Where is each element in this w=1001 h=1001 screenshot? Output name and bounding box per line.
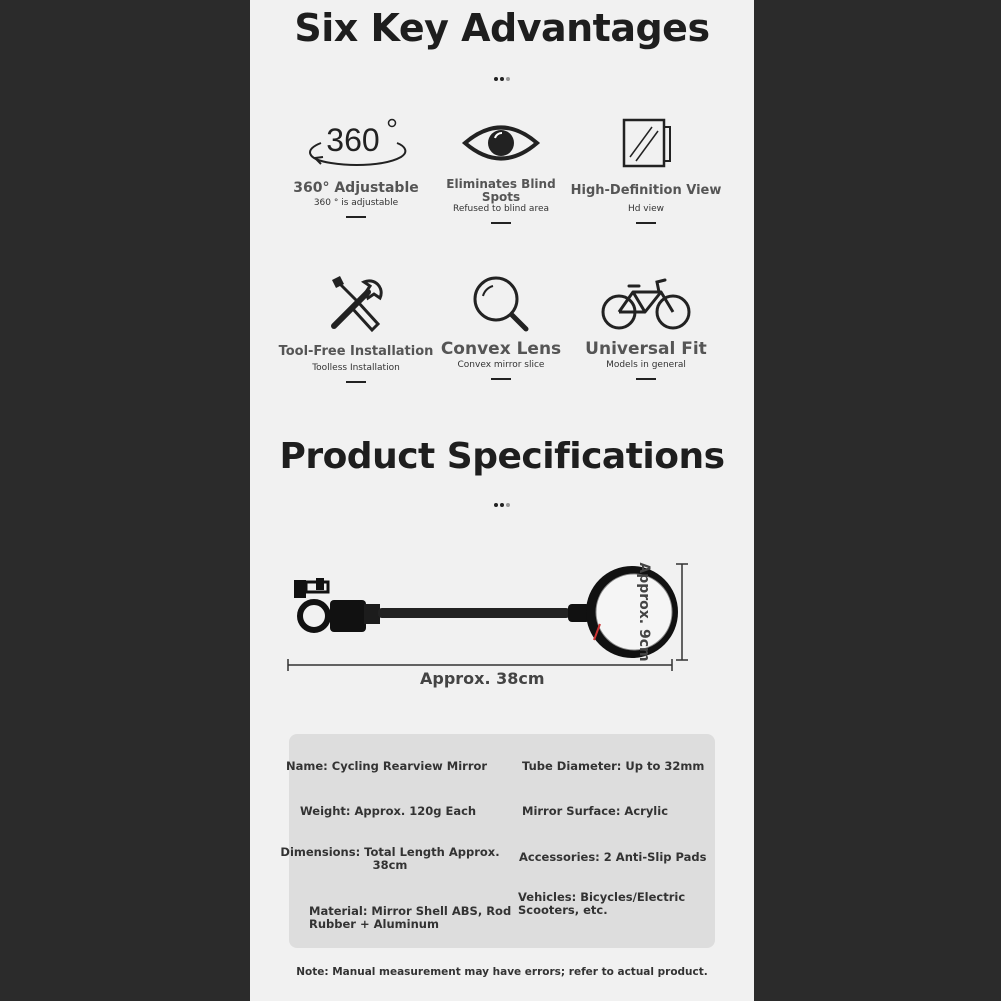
divider: [346, 216, 366, 218]
advantage-universal-fit: [566, 273, 726, 380]
handlebar-clamp: [300, 602, 328, 630]
360-icon-text: 360: [326, 122, 380, 158]
spec-material: Material: Mirror Shell ABS, Rod Rubber + Aluminum: [309, 904, 512, 931]
spec-tube-diameter: Tube Diameter: Up to 32mm: [522, 759, 705, 773]
title-dots: [250, 66, 754, 85]
spec-dimensions: Dimensions: Total Length Approx. 38cm: [280, 845, 500, 872]
advantage-sub: 360 ° is adjustable: [313, 198, 399, 208]
advantage-sub: Toolless Installation: [312, 363, 400, 373]
divider: [346, 381, 366, 383]
divider: [491, 222, 511, 224]
advantage-tool-free: [276, 273, 436, 383]
tools-icon: [324, 272, 388, 336]
length-dimension-label: Approx. 38cm: [420, 669, 545, 688]
spec-box: [280, 734, 715, 948]
spec-weight: Weight: Approx. 120g Each: [300, 804, 477, 818]
specs-title: Product Specifications: [279, 436, 725, 477]
advantage-name: Universal Fit: [585, 339, 707, 359]
advantage-name: Eliminates Blind Spots: [446, 177, 556, 204]
advantage-name: Convex Lens: [440, 339, 562, 359]
360-rotate-icon: [301, 113, 411, 173]
divider: [636, 378, 656, 380]
bicycle-icon: [599, 276, 693, 332]
mirror-product-image: [280, 560, 720, 680]
spec-name: Name: Cycling Rearview Mirror: [286, 759, 488, 773]
spec-mirror-surface: Mirror Surface: Acrylic: [522, 804, 669, 818]
measurement-note: Note: Manual measurement may have errors; refer to actual product.: [296, 966, 708, 978]
spec-vehicles: Vehicles: Bicycles/Electric Scooters, etc.: [518, 890, 686, 917]
magnifier-icon: [469, 272, 533, 336]
advantage-name: Tool-Free Installation: [278, 344, 434, 359]
advantage-360: [276, 112, 436, 218]
advantage-sub: Hd view: [627, 204, 665, 214]
advantage-sub: Models in general: [606, 360, 686, 370]
advantages-title: Six Key Advantages: [294, 6, 710, 50]
hd-mirror-icon: [616, 115, 676, 171]
mirror-rod: [378, 608, 570, 618]
advantage-name: 360° Adjustable: [293, 180, 419, 196]
advantage-name: High-Definition View: [570, 183, 722, 198]
divider: [636, 222, 656, 224]
advantage-sub: Convex mirror slice: [457, 360, 545, 370]
advantage-convex-lens: [421, 273, 581, 380]
divider: [491, 378, 511, 380]
advantage-hd-view: [566, 112, 726, 224]
height-dimension-label: Approx. 9cm: [636, 562, 652, 662]
title-dots: [250, 492, 754, 511]
spec-accessories: Accessories: 2 Anti-Slip Pads: [519, 850, 707, 864]
advantage-blind-spots: [421, 112, 581, 224]
eye-icon: [461, 118, 541, 168]
advantage-sub: Refused to blind area: [452, 204, 550, 214]
product-panel: [250, 0, 754, 1001]
